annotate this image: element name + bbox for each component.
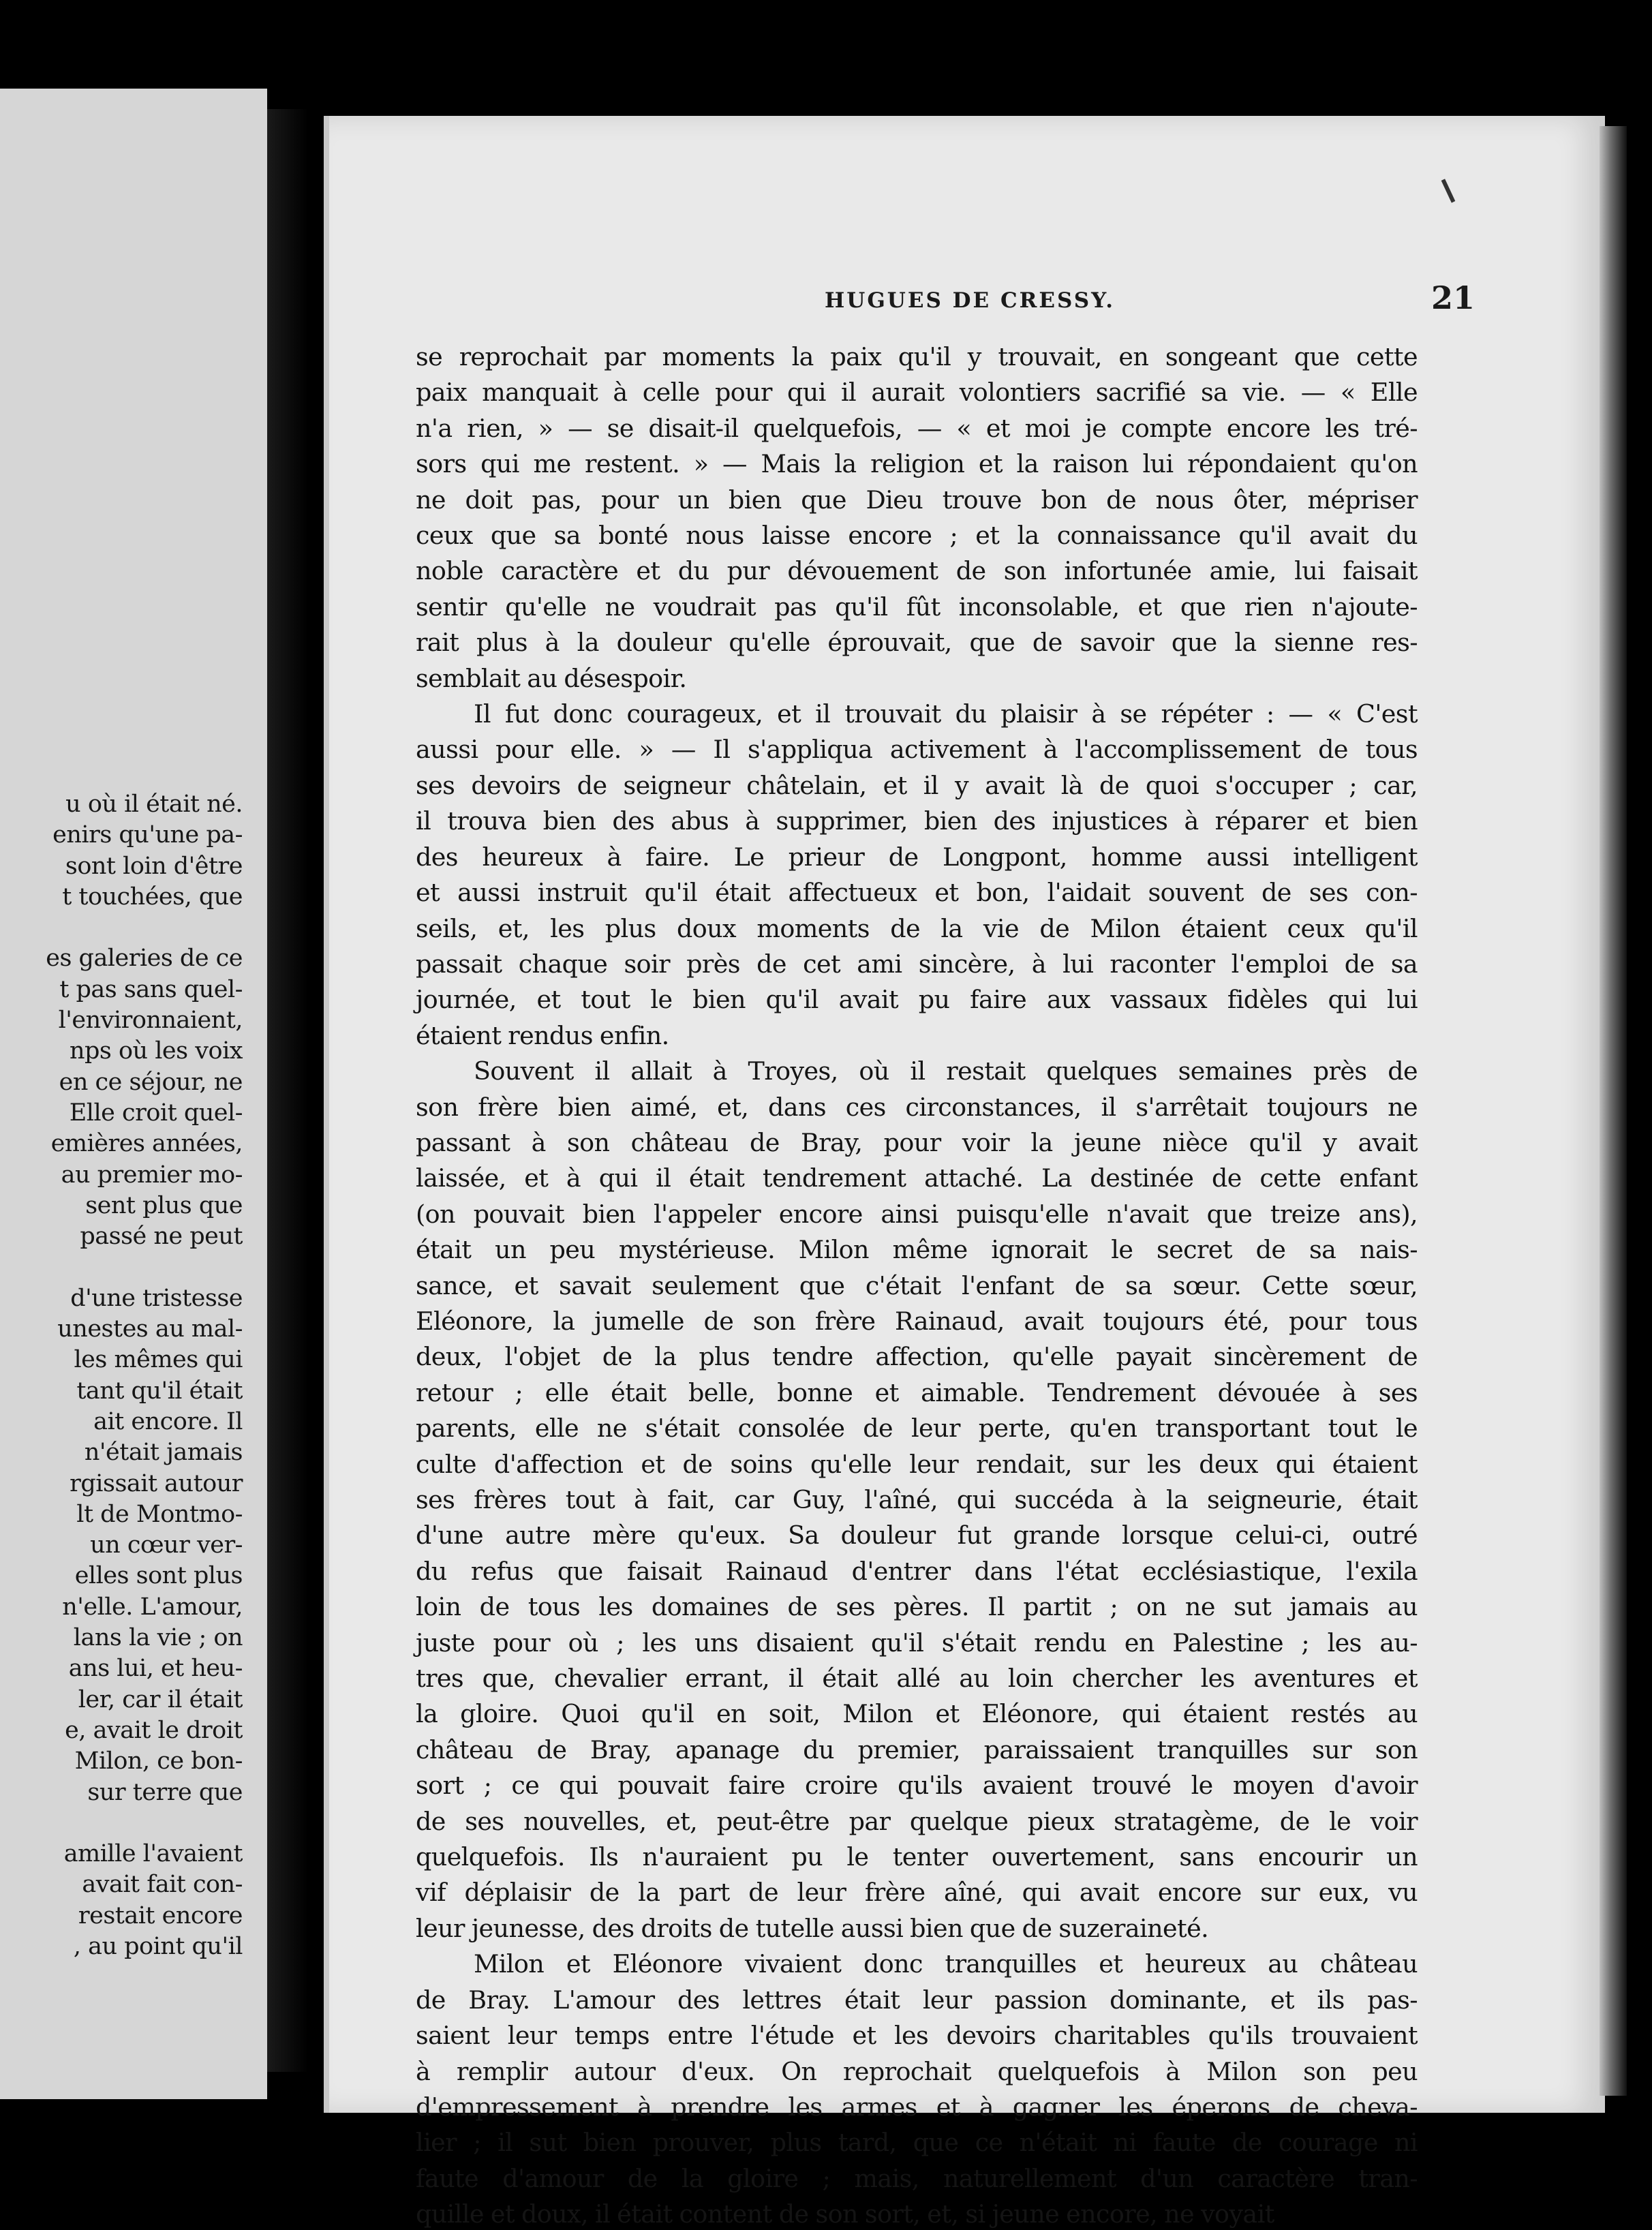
left-page-line: en ce séjour, ne: [59, 1068, 243, 1096]
text-line: lier ; il sut bien prouver, plus tard, que ce n'était ni faute de courage ni: [416, 2128, 1418, 2158]
left-page-line: [0, 1252, 243, 1283]
left-page-line: e, avait le droit: [65, 1716, 243, 1744]
text-line: paix manquait à celle pour qui il aurait volontiers sacrifié sa vie. — « Elle: [416, 378, 1418, 408]
text-line: (on pouvait bien l'appeler encore ainsi puisqu'elle n'avait que treize ans),: [416, 1199, 1418, 1229]
left-page-line: es galeries de ce: [46, 945, 243, 973]
left-page-line: sont loin d'être: [65, 852, 243, 880]
text-line: juste pour où ; les uns disaient qu'il s'était rendu en Palestine ; les au-: [416, 1628, 1418, 1658]
text-line: et aussi instruit qu'il était affectueux et bon, l'aidait souvent de ses con-: [416, 878, 1418, 908]
text-line: ceux que sa bonté nous laisse encore ; et la connaissance qu'il avait du: [416, 521, 1418, 551]
text-line: de Bray. L'amour des lettres était leur passion dominante, et ils pas-: [416, 1985, 1418, 2015]
text-line: vif déplaisir de la part de leur frère aîné, qui avait encore sur eux, vu: [416, 1878, 1418, 1908]
left-page-line: n'était jamais: [84, 1439, 243, 1467]
text-line: se reprochait par moments la paix qu'il y trouvait, en songeant que cette: [416, 342, 1418, 371]
left-page-line: enirs qu'une pa-: [52, 821, 243, 849]
left-page-line: Milon, ce bon-: [74, 1747, 243, 1775]
text-line: deux, l'objet de la plus tendre affection, qu'elle payait sincèrement de: [416, 1342, 1418, 1372]
text-line: à remplir autour d'eux. On reprochait quelquefois à Milon son peu: [416, 2056, 1418, 2086]
text-line: semblait au désespoir.: [416, 663, 687, 693]
text-line: des heureux à faire. Le prieur de Longpont, homme aussi intelligent: [416, 842, 1418, 872]
left-page-line: unestes au mal-: [57, 1315, 243, 1343]
paragraph: [416, 339, 1418, 697]
gutter-shadow: [267, 109, 308, 2072]
text-line: Eléonore, la jumelle de son frère Rainaud, avait toujours été, pour tous: [416, 1306, 1418, 1336]
text-line: journée, et tout le bien qu'il avait pu faire aux vassaux fidèles qui lui: [416, 985, 1418, 1015]
left-page-line: lans la vie ; on: [73, 1624, 243, 1652]
left-page-line: sur terre que: [87, 1778, 243, 1806]
text-line: son frère bien aimé, et, dans ces circonstances, il s'arrêtait toujours ne: [416, 1092, 1418, 1122]
text-line: Il fut donc courageux, et il trouvait du plaisir à se répéter : — « C'est: [474, 699, 1418, 729]
left-page-line: t touchées, que: [62, 883, 243, 911]
text-line: quelquefois. Ils n'auraient pu le tenter ouvertement, sans encourir un: [416, 1842, 1418, 1872]
text-line: seils, et, les plus doux moments de la vie de Milon étaient ceux qu'il: [416, 913, 1418, 943]
text-line: sort ; ce qui pouvait faire croire qu'ils avaient trouvé le moyen d'avoir: [416, 1771, 1418, 1801]
text-line: sance, et savait seulement que c'était l'enfant de sa sœur. Cette sœur,: [416, 1270, 1418, 1300]
text-line: retour ; elle était belle, bonne et aimable. Tendrement dévouée à ses: [416, 1377, 1418, 1407]
left-page-line: au premier mo-: [61, 1161, 243, 1189]
text-line: ses frères tout à fait, car Guy, l'aîné, qui succéda à la seigneurie, était: [416, 1485, 1418, 1514]
text-line: saient leur temps entre l'étude et les devoirs charitables qu'ils trouvaient: [416, 2021, 1418, 2051]
text-line: noble caractère et du pur dévouement de son infortunée amie, lui faisait: [416, 556, 1418, 586]
text-line: leur jeunesse, des droits de tutelle aussi bien que de suzeraineté.: [416, 1913, 1209, 1943]
text-line: était un peu mystérieuse. Milon même ignorait le secret de sa nais-: [416, 1235, 1418, 1265]
left-page-line: ans lui, et heu-: [68, 1655, 243, 1683]
left-page-line: amille l'avaient: [63, 1840, 243, 1868]
left-page-line: passé ne peut: [80, 1223, 243, 1251]
left-page-line: t pas sans quel-: [59, 975, 243, 1003]
left-page-line: les mêmes qui: [74, 1346, 243, 1374]
text-line: la gloire. Quoi qu'il en soit, Milon et Eléonore, qui étaient restés au: [416, 1699, 1418, 1729]
text-line: Souvent il allait à Troyes, où il restait quelques semaines près de: [474, 1056, 1418, 1086]
left-page-line: ait encore. Il: [93, 1407, 243, 1435]
text-line: parents, elle ne s'était consolée de leur perte, qu'en transportant tout le: [416, 1414, 1418, 1444]
left-page-line: l'environnaient,: [58, 1007, 243, 1035]
left-page-line: avait fait con-: [82, 1871, 243, 1899]
left-page-line: d'une tristesse: [70, 1284, 243, 1312]
text-line: tres que, chevalier errant, il était allé au loin chercher les aventures et: [416, 1664, 1418, 1694]
text-line: de ses nouvelles, et, peut-être par quelque pieux stratagème, de le voir: [416, 1806, 1418, 1836]
left-page-line: [0, 913, 243, 943]
left-page-line: un cœur ver-: [90, 1531, 243, 1559]
left-page-line: sent plus que: [85, 1191, 243, 1219]
paragraph: [416, 1054, 1418, 1946]
text-line: ne doit pas, pour un bien que Dieu trouve bon de nous ôter, mépriser: [416, 485, 1418, 515]
text-line: loin de tous les domaines de ses pères. Il partit ; on ne sut jamais au: [416, 1592, 1418, 1622]
left-page-line: [0, 1808, 243, 1839]
paragraph: [416, 697, 1418, 1054]
left-page-line: tant qu'il était: [76, 1377, 243, 1405]
text-line: passant à son château de Bray, pour voir la jeune nièce qu'il y avait: [416, 1127, 1418, 1157]
left-page-fragment: [0, 89, 267, 2099]
text-line: étaient rendus enfin.: [416, 1020, 669, 1050]
paragraph: [416, 1946, 1418, 2230]
text-line: il trouva bien des abus à supprimer, bien des injustices à réparer et bien: [416, 806, 1418, 836]
left-page-line: nps où les voix: [69, 1037, 243, 1065]
left-page-line: restait encore: [78, 1901, 243, 1929]
text-line: rait plus à la douleur qu'elle éprouvait, que de savoir que la sienne res-: [416, 628, 1418, 658]
left-page-line: elles sont plus: [74, 1562, 243, 1590]
page-edge: [1600, 126, 1627, 2096]
text-line: quille et doux, il était content de son sort, et, si jeune encore, ne voyait: [416, 2199, 1274, 2229]
text-line: du refus que faisait Rainaud d'entrer dans l'état ecclésiastique, l'exila: [416, 1556, 1418, 1586]
text-line: ses devoirs de seigneur châtelain, et il y avait là de quoi s'occuper ; car,: [416, 770, 1418, 800]
left-page-line: n'elle. L'amour,: [62, 1593, 243, 1621]
text-line: sentir qu'elle ne voudrait pas qu'il fût inconsolable, et que rien n'ajoute-: [416, 592, 1418, 622]
body-text: [416, 339, 1418, 2230]
text-line: laissée, et à qui il était tendrement attaché. La destinée de cette enfant: [416, 1163, 1418, 1193]
left-page-line: , au point qu'il: [73, 1932, 243, 1960]
text-line: passait chaque soir près de cet ami sincère, à lui raconter l'emploi de sa: [416, 949, 1418, 979]
text-line: faute d'amour de la gloire ; mais, naturellement d'un caractère tran-: [416, 2163, 1418, 2193]
text-line: d'empressement à prendre les armes et à gagner les éperons de cheva-: [416, 2092, 1418, 2122]
text-line: aussi pour elle. » — Il s'appliqua activement à l'accomplissement de tous: [416, 735, 1418, 765]
text-line: sors qui me restent. » — Mais la religion et la raison lui répondaient qu'on: [416, 449, 1418, 479]
left-page-line: Elle croit quel-: [69, 1099, 243, 1127]
left-page-line: u où il était né.: [65, 791, 243, 818]
page-number: 21: [1431, 279, 1475, 316]
text-line: culte d'affection et de soins qu'elle leur rendait, sur les deux qui étaient: [416, 1449, 1418, 1479]
text-line: n'a rien, » — se disait-il quelquefois, — « et moi je compte encore les tré-: [416, 413, 1418, 443]
left-page-line: lt de Montmo-: [76, 1500, 243, 1528]
left-page-text: [0, 789, 243, 1962]
text-line: Milon et Eléonore vivaient donc tranquilles et heureux au château: [474, 1949, 1418, 1979]
running-head: HUGUES DE CRESSY.: [825, 288, 1116, 313]
left-page-line: ler, car il était: [78, 1685, 243, 1713]
left-page-line: rgissait autour: [70, 1469, 243, 1497]
left-page-line: emières années,: [50, 1130, 243, 1158]
text-line: château de Bray, apanage du premier, paraissaient tranquilles sur son: [416, 1735, 1418, 1765]
text-line: d'une autre mère qu'eux. Sa douleur fut grande lorsque celui-ci, outré: [416, 1521, 1418, 1551]
